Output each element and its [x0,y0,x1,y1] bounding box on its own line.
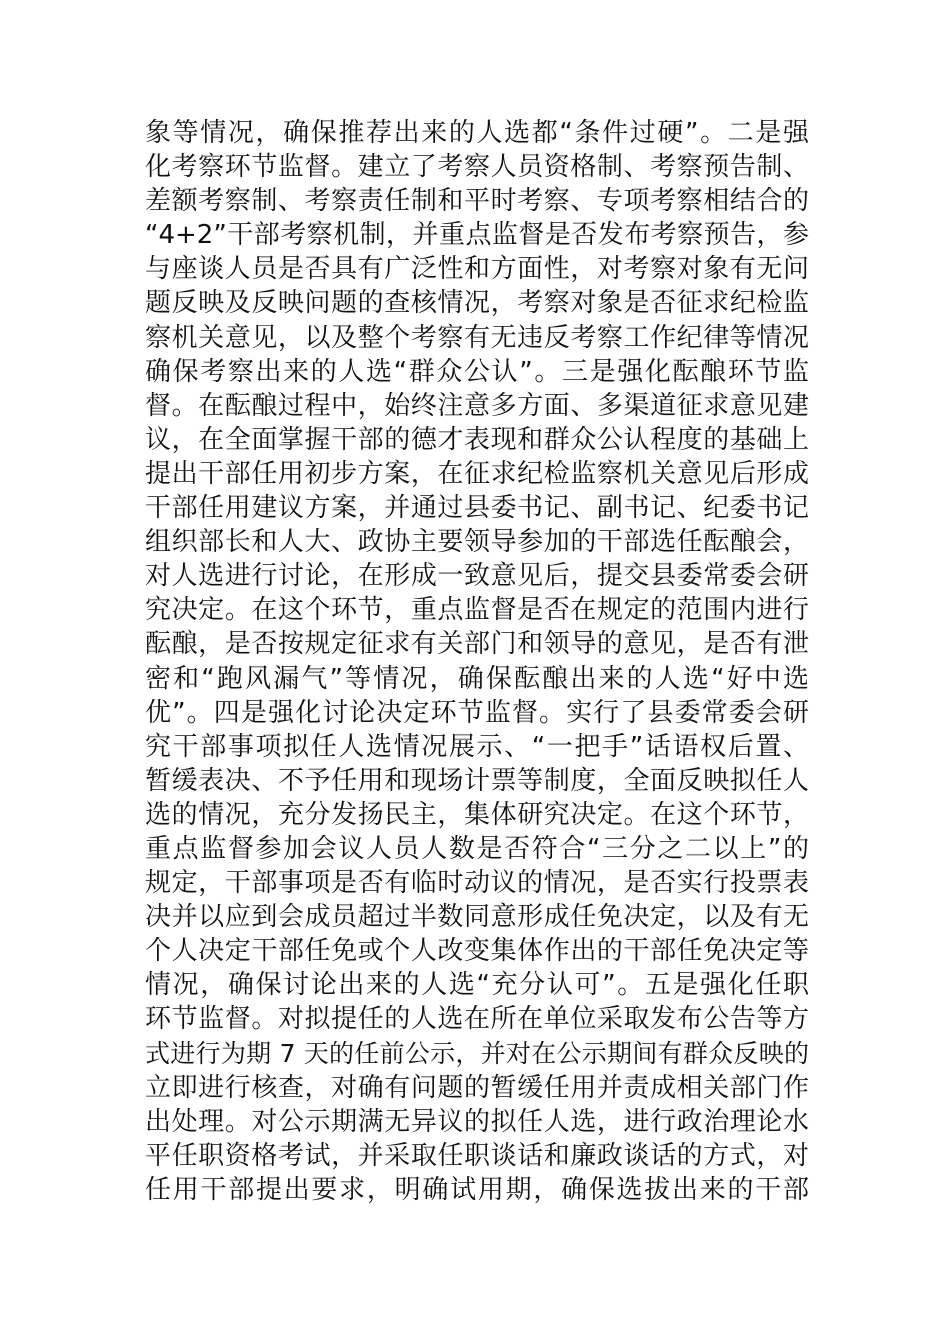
text-line: 差额考察制、考察责任制和平时考察、专项考察相结合的 [145,186,809,217]
text-line: 优”。四是强化讨论决定环节监督。实行了县委常委会研 [145,697,809,728]
text-line: 立即进行核查，对确有问题的暂缓任用并责成相关部门作 [145,1072,809,1103]
text-line: 个人决定干部任免或个人改变集体作出的干部任免决定等 [145,936,809,967]
text-line: “4+2”干部考察机制，并重点监督是否发布考察预告，参 [145,220,809,251]
text-line: 干部任用建议方案，并通过县委书记、副书记、纪委书记 [145,493,809,524]
text-line: 提出干部任用初步方案，在征求纪检监察机关意见后形成 [145,458,809,489]
text-line: 对人选进行讨论，在形成一致意见后，提交县委常委会研 [145,561,809,592]
text-line: 环节监督。对拟提任的人选在所在单位采取发布公告等方 [145,1004,809,1035]
text-line: 任用干部提出要求，明确试用期，确保选拔出来的干部 [145,1174,809,1205]
text-line: 平任职资格考试，并采取任职谈话和廉政谈话的方式，对 [145,1140,809,1171]
text-line: 选的情况，充分发扬民主，集体研究决定。在这个环节， [145,799,809,830]
text-line: 督。在酝酿过程中，始终注意多方面、多渠道征求意见建 [145,390,809,421]
text-line: 重点监督参加会议人员人数是否符合“三分之二以上”的 [145,833,809,864]
text-line: 察机关意见，以及整个考察有无违反考察工作纪律等情况 [145,322,809,353]
text-line: 暂缓表决、不予任用和现场计票等制度，全面反映拟任人 [145,765,809,796]
text-line: 式进行为期 7 天的任前公示，并对在公示期间有群众反映的 [145,1038,809,1068]
text-line: 题反映及反映问题的查核情况，考察对象是否征求纪检监 [145,288,809,319]
text-line: 决并以应到会成员超过半数同意形成任免决定，以及有无 [145,902,809,933]
text-line: 究干部事项拟任人选情况展示、“一把手”话语权后置、 [145,731,809,762]
text-line: 出处理。对公示期满无异议的拟任人选，进行政治理论水 [145,1106,809,1137]
body-paragraph [145,116,809,1207]
text-line: 化考察环节监督。建立了考察人员资格制、考察预告制、 [145,152,809,183]
text-line: 组织部长和人大、政协主要领导参加的干部选任酝酿会， [145,527,809,558]
text-line: 确保考察出来的人选“群众公认”。三是强化酝酿环节监 [145,356,809,387]
text-line: 议，在全面掌握干部的德才表现和群众公认程度的基础上 [145,424,809,455]
text-line: 究决定。在这个环节，重点监督是否在规定的范围内进行 [145,595,809,626]
text-line: 情况，确保讨论出来的人选“充分认可”。五是强化任职 [145,970,809,1001]
text-line: 规定，干部事项是否有临时动议的情况，是否实行投票表 [145,868,809,899]
text-line: 象等情况，确保推荐出来的人选都“条件过硬”。二是强 [145,118,809,148]
text-line: 密和“跑风漏气”等情况，确保酝酿出来的人选“好中选 [145,663,809,694]
text-line: 酝酿，是否按规定征求有关部门和领导的意见，是否有泄 [145,629,809,660]
text-line: 与座谈人员是否具有广泛性和方面性，对考察对象有无问 [145,254,809,285]
